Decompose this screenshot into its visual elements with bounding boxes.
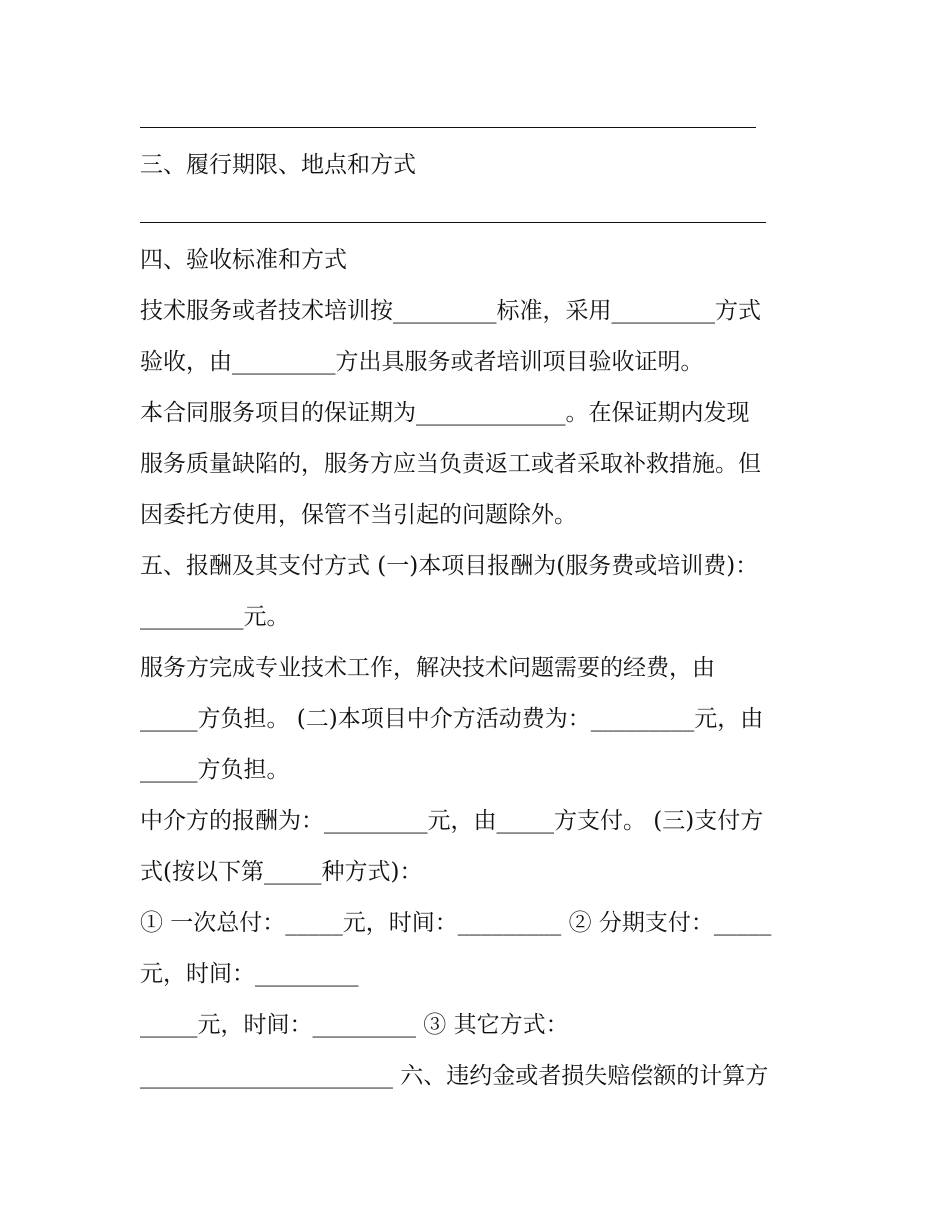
section-4-heading: 四、验收标准和方式 <box>140 247 347 273</box>
text-line: _____方负担。 <box>140 757 290 783</box>
text-line: 服务质量缺陷的，服务方应当负责返工或者采取补救措施。但 <box>140 451 761 477</box>
text-line: _____方负担。 (二)本项目中介方活动费为：_________元，由 <box>140 706 764 732</box>
blank-line-2 <box>140 191 830 235</box>
section-6-heading: ______________________ 六、违约金或者损失赔偿额的计算方 <box>140 1063 769 1089</box>
text-line: 本合同服务项目的保证期为_____________。在保证期内发现 <box>140 400 750 426</box>
text-line: 服务方完成专业技术工作，解决技术问题需要的经费，由 <box>140 655 715 681</box>
text-line: ① 一次总付：_____元，时间：_________ ② 分期支付：_____ <box>140 910 772 936</box>
text-line: _________元。 <box>140 604 290 630</box>
text-line: 式(按以下第_____种方式)： <box>140 859 423 885</box>
text-line: _____元，时间：_________ ③ 其它方式： <box>140 1012 569 1038</box>
section-3-heading: 三、履行期限、地点和方式 <box>140 152 416 178</box>
text-line: 技术服务或者技术培训按_________标准，采用_________方式 <box>140 298 761 324</box>
text-line: 元，时间：_________ <box>140 961 359 987</box>
text-line: 因委托方使用，保管不当引起的问题除外。 <box>140 502 577 528</box>
blank-line-1 <box>140 96 830 140</box>
contract-page <box>140 96 830 1102</box>
text-line: 验收，由_________方出具服务或者培训项目验收证明。 <box>140 349 704 375</box>
text-line: 中介方的报酬为：_________元，由_____方支付。 (三)支付方 <box>140 808 764 834</box>
section-5-heading: 五、报酬及其支付方式 (一)本项目报酬为(服务费或培训费)： <box>140 553 759 579</box>
